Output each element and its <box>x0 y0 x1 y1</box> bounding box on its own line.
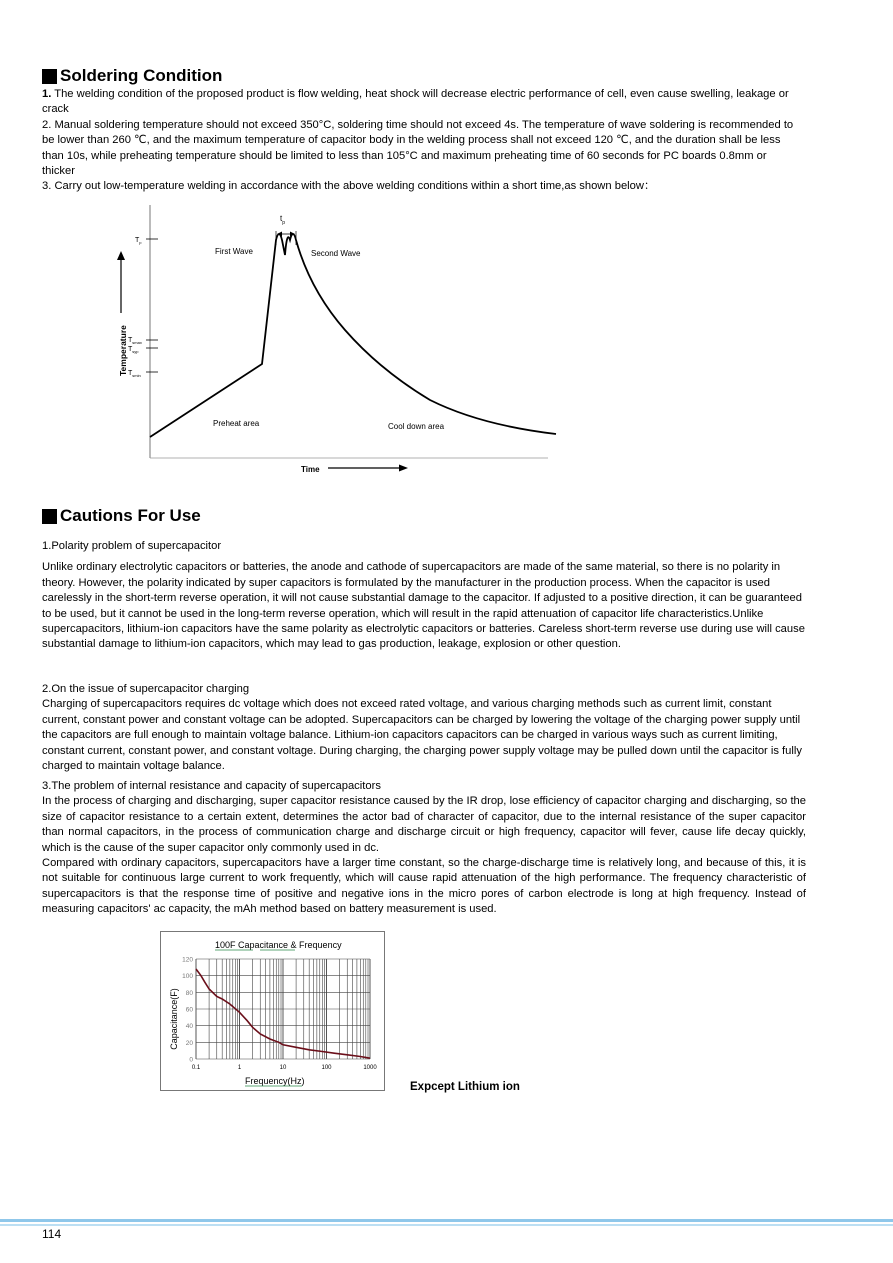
section-1-title: 1.Polarity problem of supercapacitor <box>42 540 222 552</box>
preheat-area-label: Preheat area <box>213 419 260 428</box>
x-tick-label: 1 <box>237 1065 242 1071</box>
caution-section-1 <box>42 539 809 653</box>
x-axis-label: Frequency(Hz) <box>245 1076 305 1086</box>
soldering-profile-diagram <box>110 200 570 480</box>
cautions-heading <box>42 506 201 526</box>
soldering-heading-text: Soldering Condition <box>60 66 223 85</box>
soldering-heading <box>42 66 222 86</box>
soldering-text <box>42 87 802 195</box>
tsyp-label: $T_{syp}$ <box>128 346 139 354</box>
section-2-body: Charging of supercapacitors requires dc voltage which does not exceed rated voltage, and various charging methods such as current limit, constant current, constant power and constant voltage can be adopted. Supercapacitors can be charged by lowering the voltage of the charging power supply until the capacitors are full enough to maintain voltage balance. Lithium-ion capacitors capacitors can be charged in various ways such as current limiting, constant current, constant power, and constant voltage. During charging, the charging power supply voltage may be pulled down until the capacitor is fully charged to maintain voltage balance. <box>42 698 802 773</box>
section-3-title: 3.The problem of internal resistance and capacity of supercapacitors <box>42 780 381 792</box>
caution-section-3 <box>42 779 806 918</box>
temperature-label: Temperature <box>118 325 128 376</box>
y-arrow-head-icon <box>117 251 125 260</box>
y-tick-label: 80 <box>185 989 193 997</box>
tp-temp-label: $T_p$ <box>135 237 142 245</box>
y-tick-label: 60 <box>185 1006 193 1014</box>
y-tick-label: 120 <box>182 956 193 964</box>
x-tick-label: 1000 <box>363 1065 377 1071</box>
cool-down-area-label: Cool down area <box>388 422 445 431</box>
caution-section-2 <box>42 682 809 774</box>
soldering-p3: 3. Carry out low-temperature welding in accordance with the above welding conditions within a short time,as shown below： <box>42 180 656 193</box>
y-tick-label: 0 <box>189 1056 193 1064</box>
capacitance-frequency-chart <box>160 931 385 1091</box>
tsmax-label: $T_{smax}$ <box>128 337 142 345</box>
heading-square-icon <box>42 69 57 84</box>
x-tick-label: 10 <box>279 1065 287 1071</box>
chart-title: 100F Capacitance & Frequency <box>215 940 342 950</box>
second-wave-label: Second Wave <box>311 249 361 258</box>
y-tick-label: 20 <box>185 1039 193 1047</box>
tsmin-label: $T_{smin}$ <box>128 370 141 378</box>
first-wave-label: First Wave <box>215 247 253 256</box>
section-3-body-1: In the process of charging and discharging, super capacitor resistance caused by the IR drop, lose efficiency of capacitor charging and discharging, so the size of capacitor resistance to a certain extent, determines the actor bad of character of capacitor, due to the internal resistance of the super capacitor than normal capacitors, in the process of communication charge and discharge circuit or high frequency, capacitor will fever, cause life decay quickly, which is the cause of the super capacitor only commonly used in dc. <box>42 795 806 854</box>
soldering-p1: 1. The welding condition of the proposed product is flow welding, heat shock will decrease electric performance of cell, even cause swelling, leakage or crack <box>42 88 789 116</box>
heading-square-icon <box>42 509 57 524</box>
y-axis-label: Capacitance(F) <box>169 988 179 1050</box>
section-2-title: 2.On the issue of supercapacitor charging <box>42 683 250 695</box>
page-number: 114 <box>42 1227 62 1241</box>
section-1-body: Unlike ordinary electrolytic capacitors or batteries, the anode and cathode of supercapacitors are made of the same material, so there is no polarity in theory. However, the polarity indicated by super capacitors is formulated by the manufacturer in the production process. When the capacitor is used carelessly in the short-term reverse operation, it will not cause substantial damage to the capacitor. If adjusted to a positive direction, it can be guaranteed to be used, but it cannot be used in the long-term reverse operation, which will result in the rapid attenuation of capacitor life characteristics.Unlike supercapacitors, lithium-ion capacitors have the same polarity as electrolytic capacitors or batteries. Careless short-term reverse use during use will cause substantial damage to lithium-ion capacitors, which may lead to gas production, leakage, explosion or other question. <box>42 561 805 651</box>
x-tick-label: 100 <box>321 1065 332 1071</box>
time-label: Time <box>301 465 320 474</box>
x-arrow-head-icon <box>399 465 408 472</box>
y-tick-label: 40 <box>185 1023 193 1031</box>
temperature-profile-curve <box>150 234 556 437</box>
y-tick-label: 100 <box>182 973 193 981</box>
tp-time-label: $t_p$ <box>280 214 286 226</box>
footer-bar-light <box>0 1224 893 1226</box>
x-tick-label: 0.1 <box>191 1065 201 1071</box>
section-3-body-2: Compared with ordinary capacitors, supercapacitors have a larger time constant, so the charge-discharge time is relatively long, and because of this, it is not suitable for continuous large current to work frequently, which will cause rapid attenuation of the high performance. The frequency characteristic of supercapacitors is that the response time of positive and negative ions in the micro pores of carbon electrode is long at high frequency. Instead of measuring capacitors' ac capacity, the mAh method based on battery measurement is used. <box>42 857 806 916</box>
cautions-heading-text: Cautions For Use <box>60 506 201 525</box>
soldering-p2: 2. Manual soldering temperature should not exceed 350°C, soldering time should not exceed 4s. The temperature of wave soldering is recommended to be lower than 260 ℃, and the maximum temperature of capacitor body in the welding process shall not exceed 120 ℃, and the duration shall be less than 10s, while preheating temperature should be limited to less than 105°C and maximum preheating time of 60 seconds for PC boards 0.8mm or thicker <box>42 118 794 178</box>
chart-caption: Expcept Lithium ion <box>410 1081 520 1093</box>
footer-bar <box>0 1219 893 1222</box>
